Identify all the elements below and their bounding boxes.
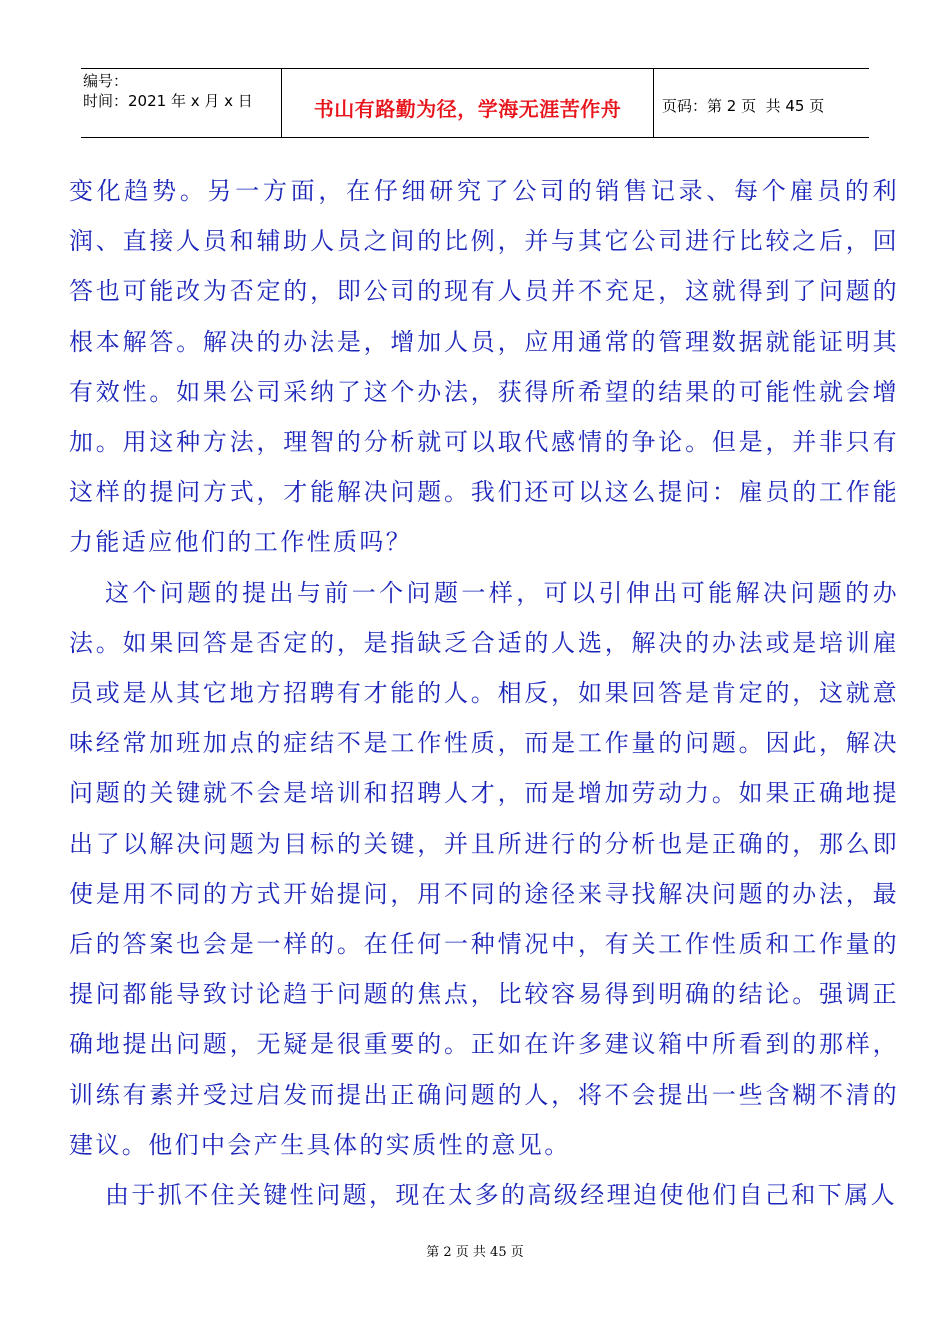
body-paragraph-3: 由于抓不住关键性问题，现在太多的高级经理迫使他们自己和下属人	[105, 1181, 897, 1210]
document-body	[69, 166, 899, 1220]
header-info-cell	[81, 69, 282, 137]
header-motto-cell	[282, 69, 654, 137]
date-label: 时间：2021 年 x 月 x 日	[83, 92, 253, 110]
number-label: 编号：	[83, 72, 129, 90]
page-footer: 第 2 页 共 45 页	[426, 1245, 524, 1260]
body-paragraph-1: 变化趋势。另一方面，在仔细研究了公司的销售记录、每个雇员的利润、直接人员和辅助人员之间的比例，并与其它公司进行比较之后，回答也可能改为否定的，即公司的现有人员并不充足，这就得到了问题的根本解答。解决的办法是，增加人员，应用通常的管理数据就能证明其有效性。如果公司采纳了这个办法，获得所希望的结果的可能性就会增加。用这种方法，理智的分析就可以取代感情的争论。但是，并非只有这样的提问方式，才能解决问题。我们还可以这么提问：雇员的工作能力能适应他们的工作性质吗？	[69, 177, 899, 557]
header-page-cell	[654, 69, 869, 137]
motto-text: 书山有路勤为径，学海无涯苦作舟	[313, 96, 622, 121]
document-header	[81, 68, 869, 138]
body-paragraph-2: 这个问题的提出与前一个问题一样，可以引伸出可能解决问题的办法。如果回答是否定的，是指缺乏合适的人选，解决的办法或是培训雇员或是从其它地方招聘有才能的人。相反，如果回答是肯定的，这就意味经常加班加点的症结不是工作性质，而是工作量的问题。因此，解决问题的关键就不会是培训和招聘人才，而是增加劳动力。如果正确地提出了以解决问题为目标的关键，并且所进行的分析也是正确的，那么即使是用不同的方式开始提问，用不同的途径来寻找解决问题的办法，最后的答案也会是一样的。在任何一种情况中，有关工作性质和工作量的提问都能导致讨论趋于问题的焦点，比较容易得到明确的结论。强调正确地提出问题，无疑是很重要的。正如在许多建议箱中所看到的那样，训练有素并受过启发而提出正确问题的人，将不会提出一些含糊不清的建议。他们中会产生具体的实质性的意见。	[69, 578, 899, 1159]
page-label: 页码：第 2 页 共 45 页	[662, 96, 825, 115]
